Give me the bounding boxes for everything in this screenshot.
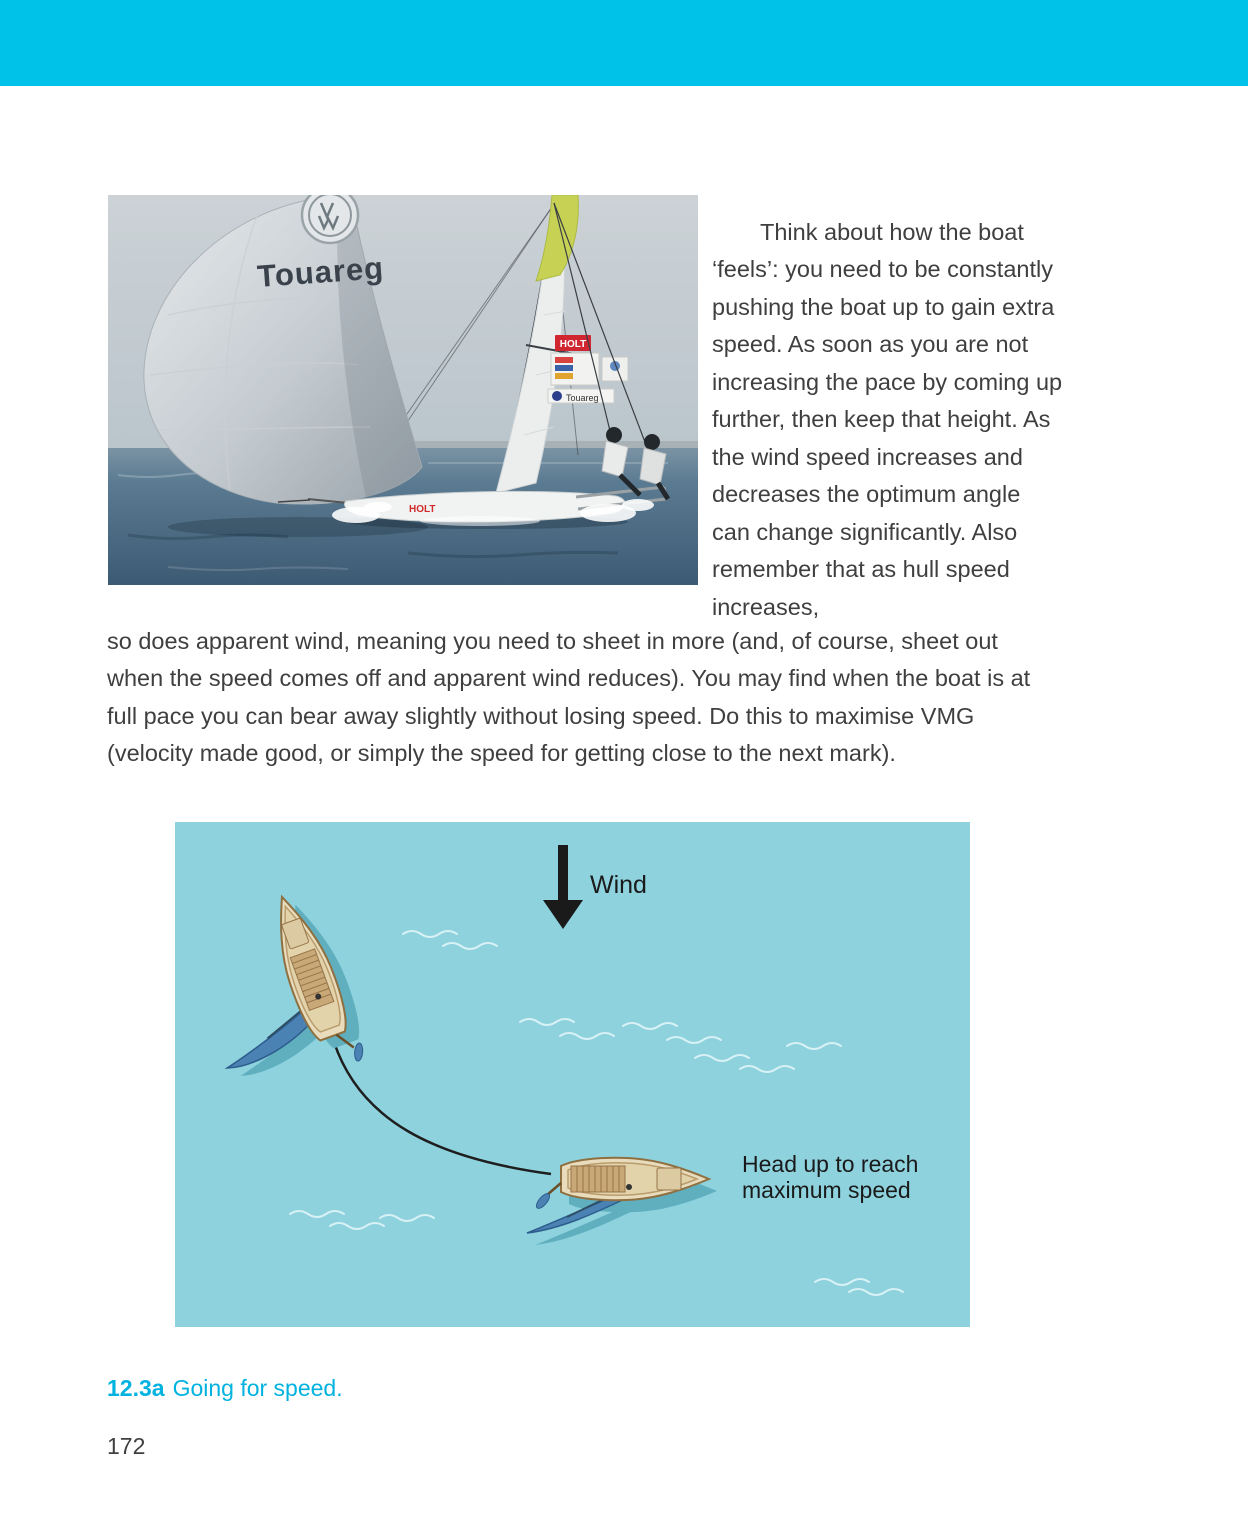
page-number: 172 bbox=[107, 1433, 146, 1459]
diagram-background bbox=[175, 822, 970, 1327]
photo-49er-sailing bbox=[108, 195, 698, 585]
sponsor-holt-hull: HOLT bbox=[409, 504, 436, 515]
diagram-going-for-speed bbox=[175, 822, 970, 1327]
sponsor-strip-text: Touareg bbox=[566, 393, 599, 403]
caption-number: 12.3a bbox=[107, 1375, 165, 1401]
head-up-label-line2: maximum speed bbox=[742, 1177, 911, 1203]
boat-bottom-hatch bbox=[657, 1168, 681, 1190]
caption-text: Going for speed. bbox=[172, 1375, 343, 1401]
boat-bottom-cockpit bbox=[571, 1166, 625, 1192]
vw-logo bbox=[302, 195, 358, 243]
wind-label: Wind bbox=[590, 871, 647, 899]
sponsor-holt-sail: HOLT bbox=[559, 339, 587, 350]
sail-brand-text: Touareg bbox=[256, 250, 386, 294]
top-banner bbox=[0, 0, 1248, 86]
boat-bottom-mast bbox=[626, 1184, 632, 1190]
paragraph-beside-photo: Think about how the boat ‘feels’: you need to be constantly pushing the boat up to gain extra speed. As soon as you are not increasing the pace by coming up further, then keep that height. As the wind speed increases and decreases the optimum angle can change significantly. Also remember that as hull speed increases, bbox=[712, 218, 1063, 620]
paragraph-full-width: so does apparent wind, meaning you need to sheet in more (and, of course, sheet out when the speed comes off and apparent wind reduces). You may find when the boat is at full pace you can bear away slightly without losing speed. Do this to maximise VMG (velocity made good, or simply the speed for getting close to the next mark). bbox=[107, 627, 1031, 766]
head-up-label-line1: Head up to reach bbox=[742, 1151, 919, 1177]
figure-caption bbox=[107, 1375, 343, 1402]
